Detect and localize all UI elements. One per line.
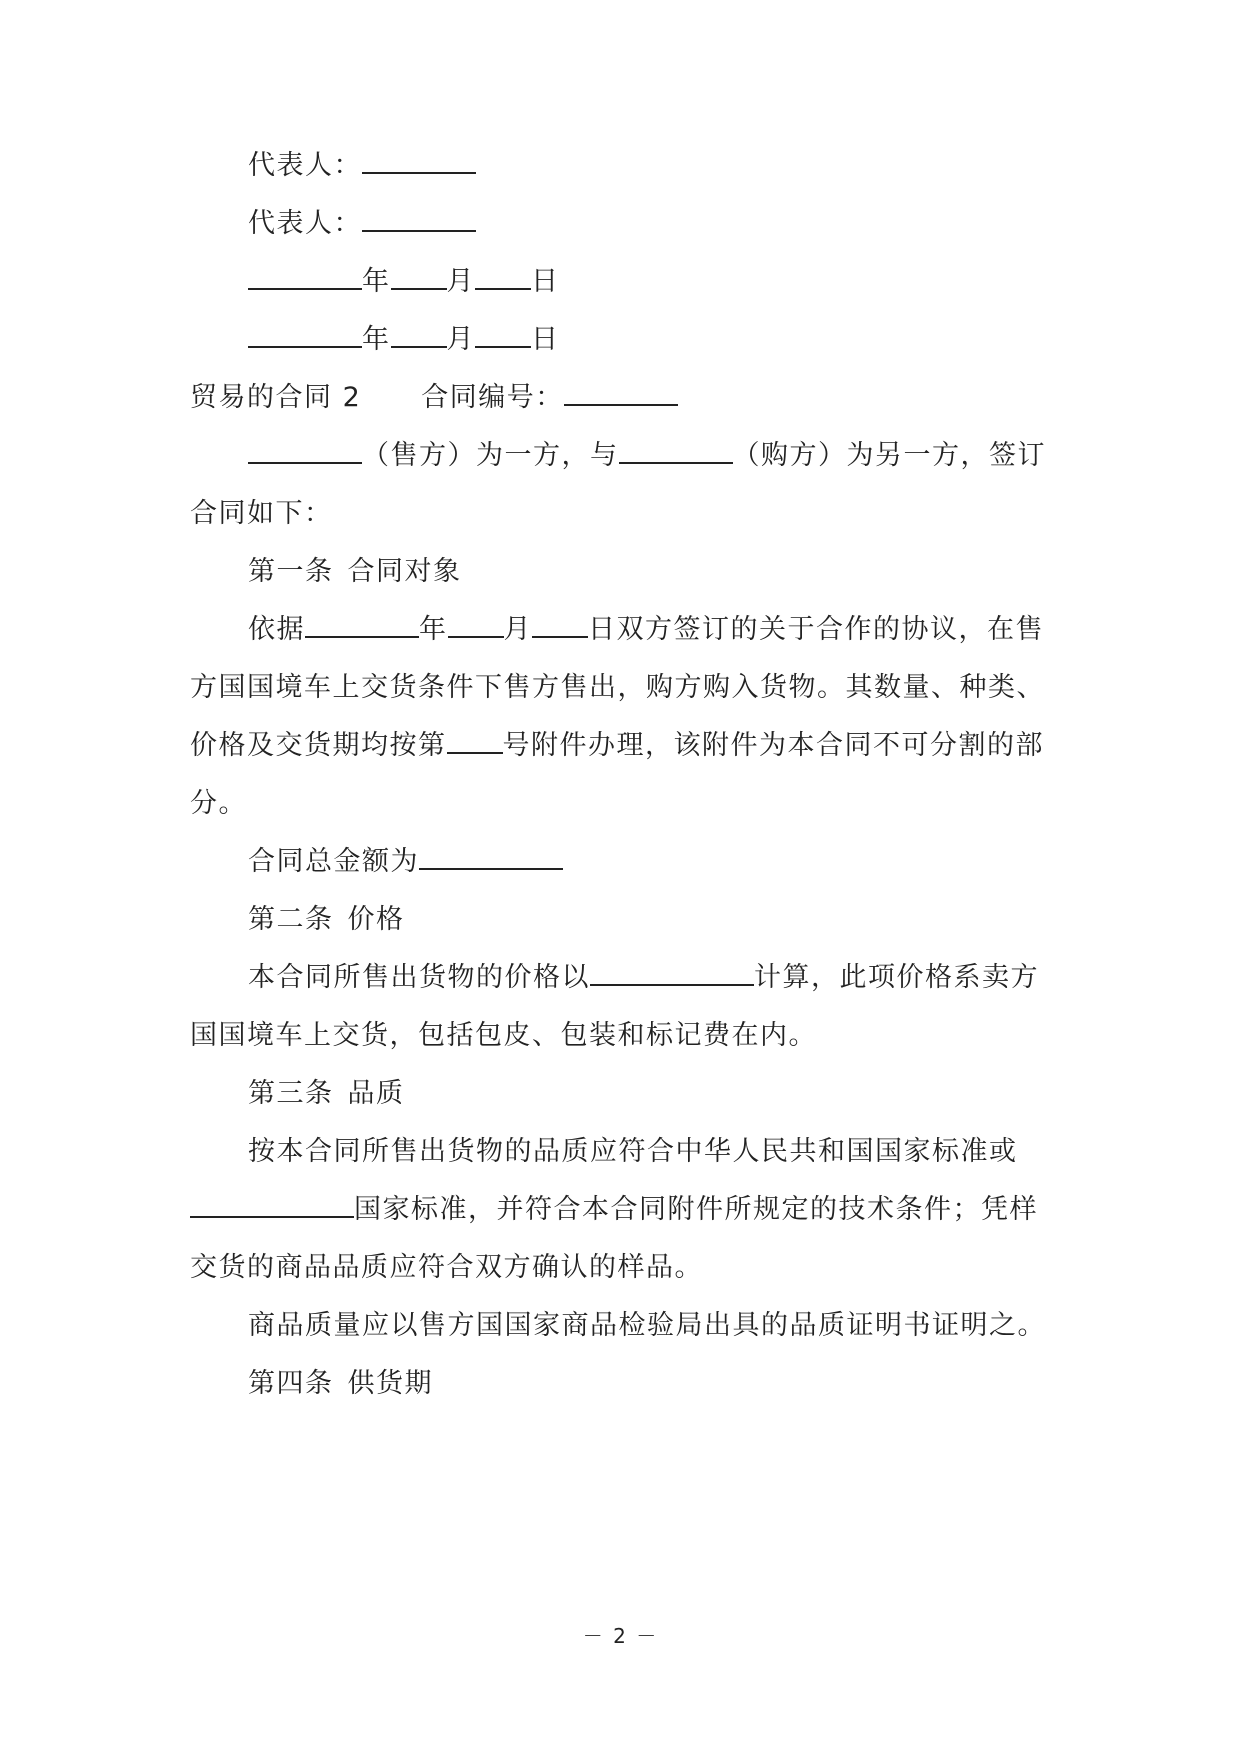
blank-field (305, 612, 419, 638)
article-number: 第一条 (248, 556, 334, 587)
day-label: 日 (531, 266, 560, 297)
parties-text: （售方）为一方，与 (362, 440, 619, 471)
article-3-heading (248, 1076, 1060, 1112)
article-2-paragraph-line (190, 1018, 1060, 1054)
blank-field (248, 438, 362, 464)
blank-field (564, 380, 678, 406)
article-1-paragraph-line (190, 728, 1060, 764)
representative-label: 代表人： (248, 150, 362, 181)
paragraph-text: 价格及交货期均按第 (190, 730, 447, 761)
paragraph-text: 国家标准，并符合本合同附件所规定的技术条件；凭样 (354, 1194, 1038, 1225)
article-3-paragraph-line (190, 1250, 1060, 1286)
paragraph-text: 商品质量应以售方国国家商品检验局出具的品质证明书证明之。 (248, 1310, 1046, 1341)
paragraph-text: 日双方签订的关于合作的协议，在售 (588, 614, 1044, 645)
article-name: 价格 (347, 904, 405, 935)
parties-text: （购方）为另一方，签订 (732, 440, 1046, 471)
year-label: 年 (362, 324, 391, 355)
parties-line (248, 438, 1060, 474)
parties-text: 合同如下： (190, 498, 333, 529)
article-1-paragraph-line (248, 612, 1060, 648)
paragraph-text: 按本合同所售出货物的品质应符合中华人民共和国国家标准或 (248, 1136, 1018, 1167)
article-4-heading (248, 1366, 1060, 1402)
month-label: 月 (446, 324, 475, 355)
blank-field (419, 844, 563, 870)
representative-line-1 (248, 148, 1060, 184)
blank-field (391, 322, 447, 348)
blank-field (362, 148, 476, 174)
article-name: 供货期 (347, 1368, 433, 1399)
article-3-paragraph-line (248, 1308, 1060, 1344)
article-2-heading (248, 902, 1060, 938)
article-number: 第二条 (248, 904, 334, 935)
paragraph-text: 月 (503, 614, 532, 645)
article-1-paragraph-line (190, 670, 1060, 706)
paragraph-text: 本合同所售出货物的价格以 (248, 962, 590, 993)
blank-field (248, 322, 362, 348)
article-number: 第四条 (248, 1368, 334, 1399)
representative-label: 代表人： (248, 208, 362, 239)
page-number: － 2 － (582, 1624, 659, 1648)
year-label: 年 (362, 266, 391, 297)
blank-field (590, 960, 754, 986)
day-label: 日 (531, 324, 560, 355)
contract-heading (190, 380, 1060, 416)
blank-field (619, 438, 733, 464)
blank-field (475, 264, 531, 290)
paragraph-text: 依据 (248, 614, 305, 645)
blank-field (532, 612, 588, 638)
blank-field (448, 612, 504, 638)
blank-field (391, 264, 447, 290)
article-name: 品质 (347, 1078, 405, 1109)
paragraph-text: 年 (419, 614, 448, 645)
article-3-paragraph-line (248, 1134, 1060, 1170)
article-1-paragraph-line (190, 786, 1060, 822)
article-name: 合同对象 (347, 556, 462, 587)
paragraph-text: 计算，此项价格系卖方 (754, 962, 1039, 993)
blank-field (447, 728, 503, 754)
date-line-2 (248, 322, 1060, 358)
month-label: 月 (446, 266, 475, 297)
paragraph-text: 号附件办理，该附件为本合同不可分割的部 (502, 730, 1044, 761)
blank-field (475, 322, 531, 348)
representative-line-2 (248, 206, 1060, 242)
article-3-paragraph-line (190, 1192, 1060, 1228)
total-amount-label: 合同总金额为 (248, 846, 419, 877)
contract-title: 贸易的合同 2 (190, 382, 362, 413)
blank-field (190, 1192, 354, 1218)
paragraph-text: 交货的商品品质应符合双方确认的样品。 (190, 1252, 703, 1283)
contract-number-label: 合同编号： (421, 382, 564, 413)
paragraph-text: 方国国境车上交货条件下售方售出，购方购入货物。其数量、种类、 (190, 672, 1045, 703)
blank-field (248, 264, 362, 290)
date-line-1 (248, 264, 1060, 300)
article-2-paragraph-line (248, 960, 1060, 996)
article-number: 第三条 (248, 1078, 334, 1109)
blank-field (362, 206, 476, 232)
paragraph-text: 国国境车上交货，包括包皮、包装和标记费在内。 (190, 1020, 817, 1051)
parties-line-cont (190, 496, 1060, 532)
total-amount-line (248, 844, 1060, 880)
article-1-heading (248, 554, 1060, 590)
paragraph-text: 分。 (190, 788, 247, 819)
